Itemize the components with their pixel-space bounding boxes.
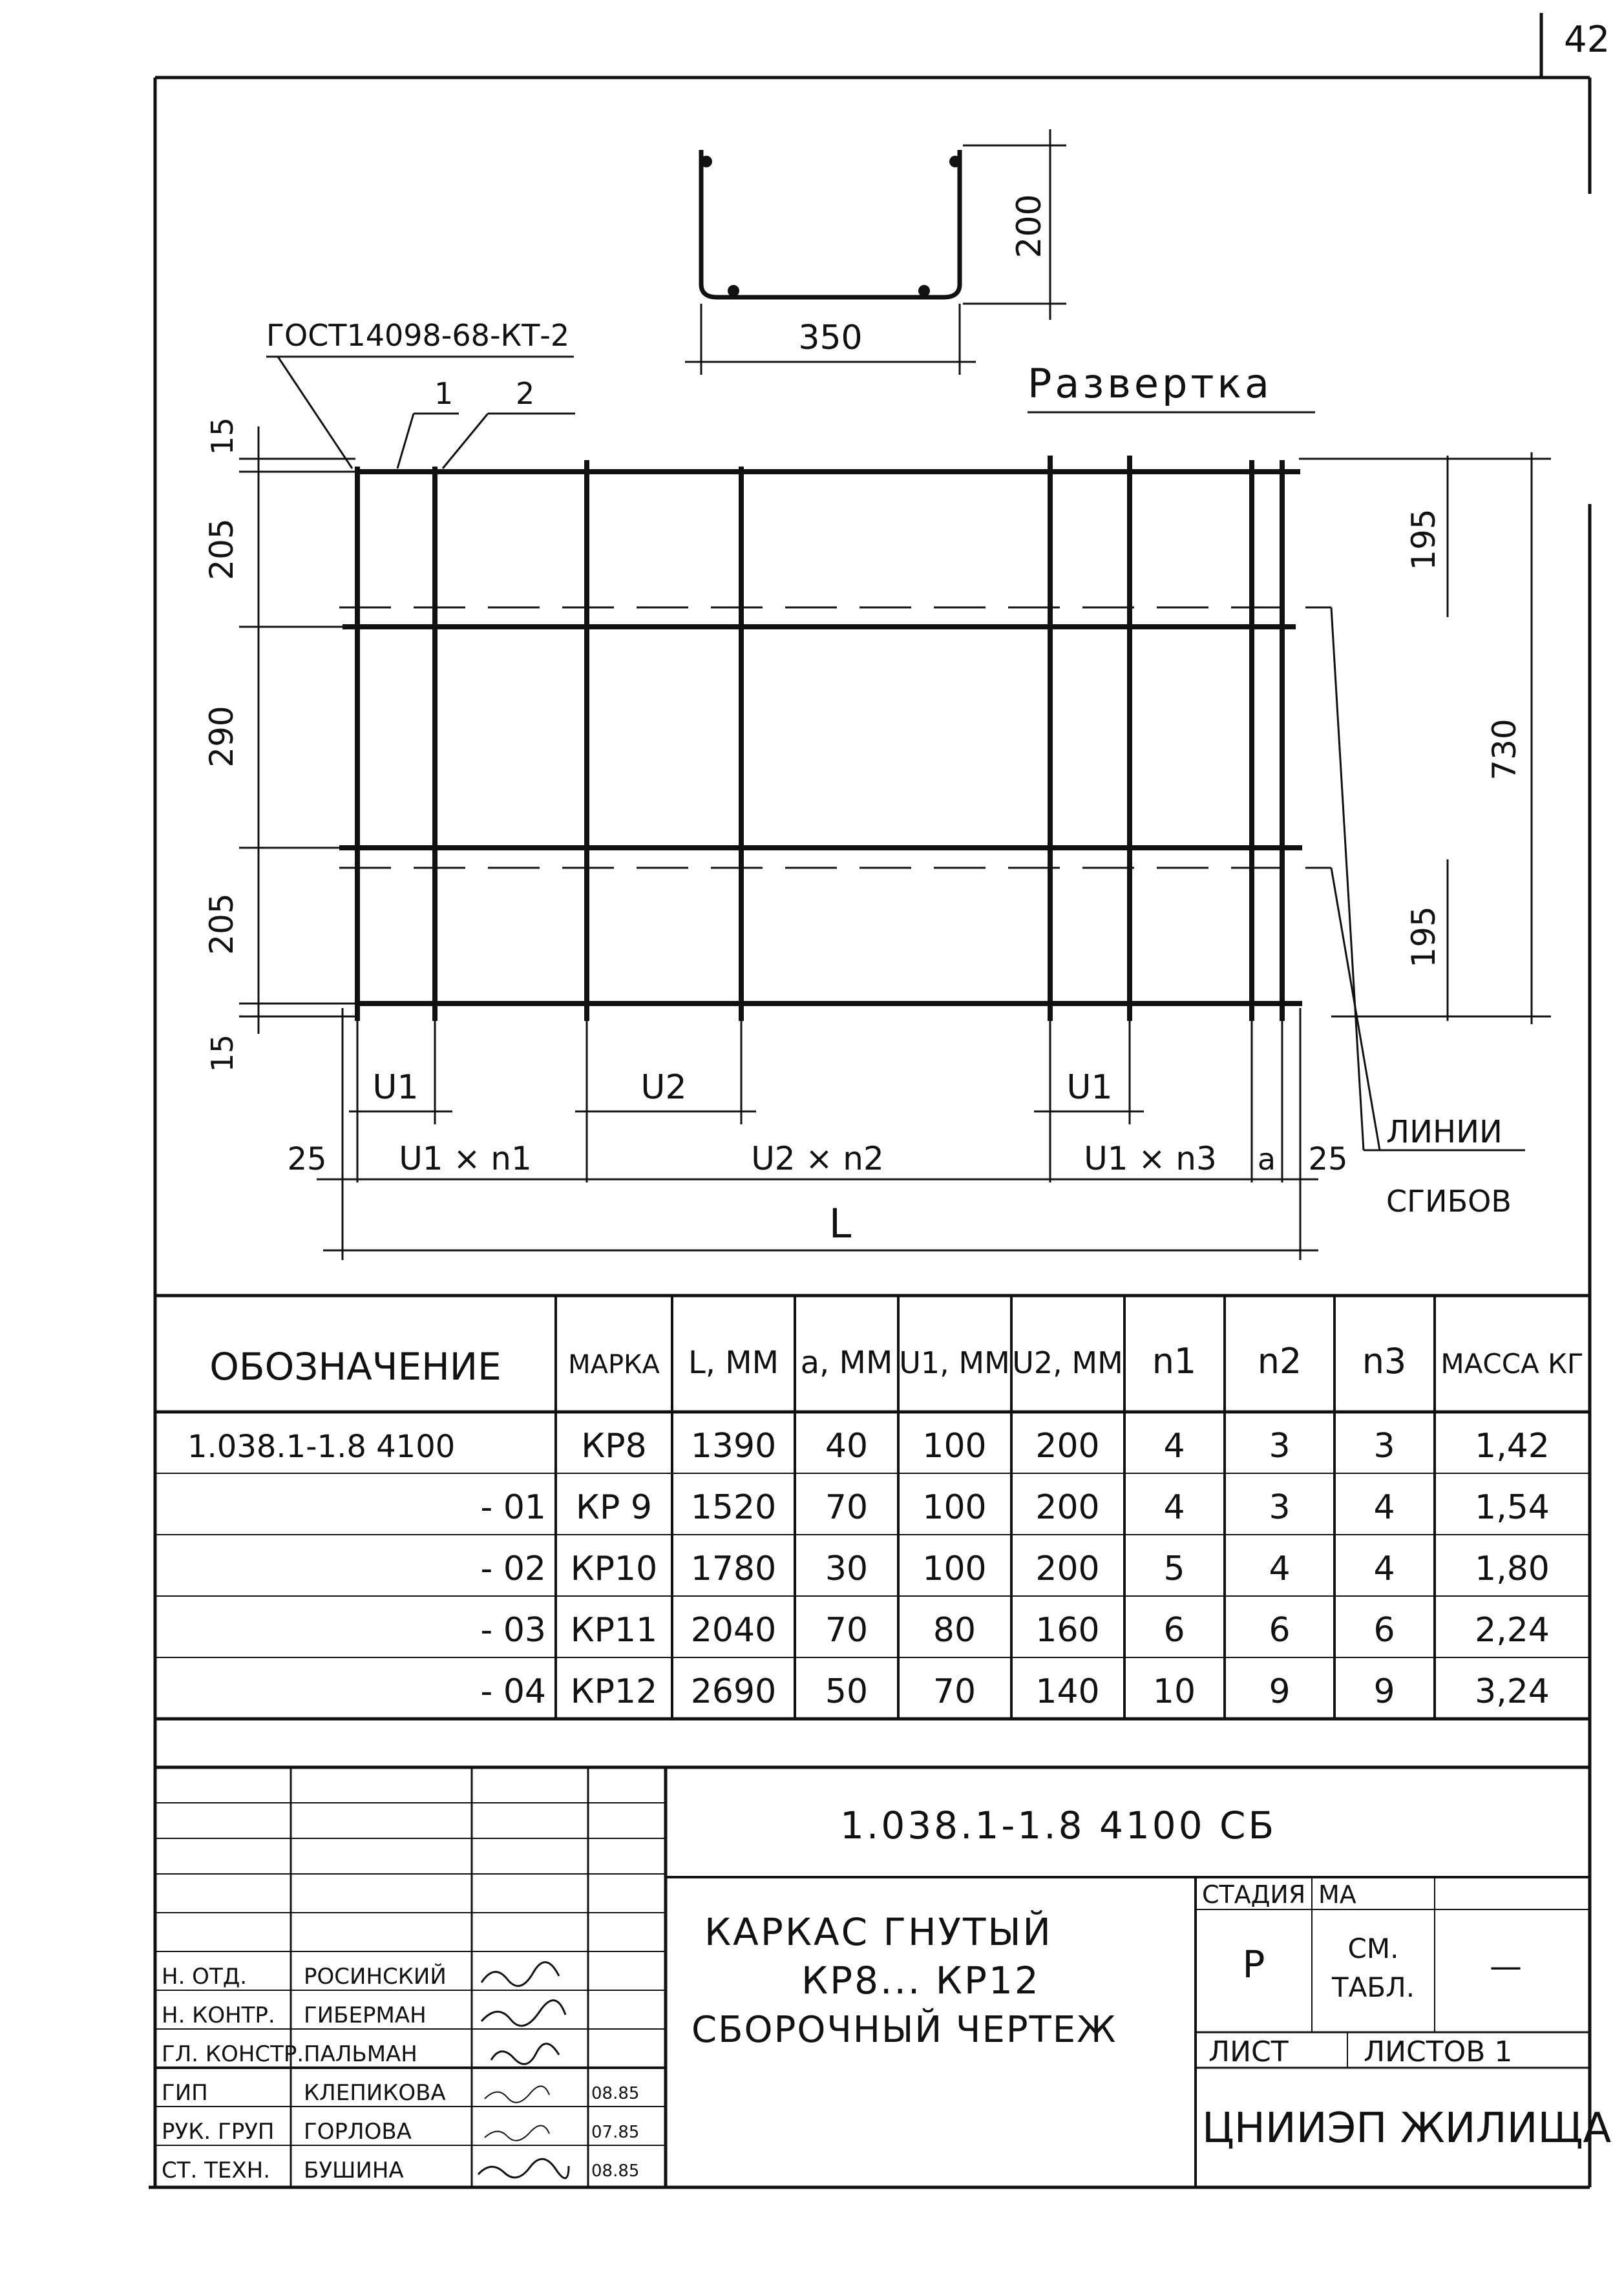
signatory-row [162,2041,559,2067]
signatory-row [162,2158,639,2183]
callout-2: 2 [516,376,535,411]
row-a: 70 [825,1488,869,1527]
row-u2: 140 [1035,1672,1100,1711]
signatory-row [162,2119,639,2145]
row-marka: КР8 [581,1427,647,1466]
row-a: 50 [825,1672,869,1711]
row-u2: 200 [1035,1488,1100,1527]
dim-u1-left: U1 [372,1068,419,1107]
mesh-transverse-bars [357,456,1282,1021]
signatory-name: РОСИНСКИЙ [304,1964,447,1990]
left-dim-205-top: 205 [203,518,240,580]
row-massa: 2,24 [1475,1611,1550,1650]
row-u2: 200 [1035,1550,1100,1588]
row-n2: 9 [1269,1672,1291,1711]
header-n2: n2 [1257,1341,1302,1382]
signature-mark [481,2001,565,2026]
row-L: 1520 [690,1488,777,1527]
signatory-row [162,1962,559,1990]
left-dim-15-top: 15 [205,417,240,456]
table-row [481,1611,1550,1650]
header-u1: U1, ММ [899,1345,1010,1380]
dim-right-edge-25: 25 [1308,1141,1348,1177]
dim-a: a [1257,1142,1276,1177]
signatory-role: СТ. ТЕХН. [162,2158,271,2183]
row-n1: 5 [1163,1550,1185,1588]
signatory-name: КЛЕПИКОВА [304,2080,446,2106]
organization-name: ЦНИИЭП ЖИЛИЩА [1202,2105,1612,2152]
row-u1: 100 [922,1488,987,1527]
mass-value-line-1: СМ. [1347,1933,1399,1964]
drawing-name-line-3: СБОРОЧНЫЙ ЧЕРТЕЖ [691,2009,1117,2051]
data-table-header [209,1341,1583,1389]
row-n2: 3 [1269,1488,1291,1527]
profile-width-dim: 350 [798,319,863,357]
mass-label: МА [1318,1880,1356,1909]
left-dim-290: 290 [203,706,240,768]
header-marka: МАРКА [568,1350,660,1380]
signatory-role: Н. ОТД. [162,1964,248,1990]
razvertka-title: Развертка [1028,360,1272,407]
dim-L: L [828,1200,852,1247]
row-L: 1390 [690,1427,777,1466]
left-dim-15-bottom: 15 [205,1034,240,1073]
document-designation: 1.038.1-1.8 4100 СБ [840,1803,1277,1847]
signatory-role: Н. КОНТР. [162,2002,275,2028]
row-n2: 6 [1269,1611,1291,1650]
left-dim-205-bottom: 205 [203,893,240,955]
dim-u2n2: U2 × n2 [751,1140,884,1177]
signatory-role: РУК. ГРУП [162,2119,275,2145]
row-n3: 3 [1373,1427,1395,1466]
stage-label: СТАДИЯ [1202,1880,1306,1909]
callout-leaders [397,414,575,468]
u-profile-sketch [685,129,1066,375]
callout-1: 1 [434,376,454,411]
bend-lines-label-2: СГИБОВ [1386,1184,1512,1219]
signatory-date: 08.85 [591,2161,640,2181]
mass-value-line-2: ТАБЛ. [1331,1971,1415,2003]
bottom-dimension-chains [317,1008,1318,1260]
sheet-label: ЛИСТ [1208,2035,1289,2068]
row-massa: 1,80 [1475,1550,1550,1588]
row-L: 1780 [690,1550,777,1588]
dim-u1-right: U1 [1066,1068,1113,1107]
sheet-number: 42 [1564,19,1610,61]
header-u2: U2, ММ [1012,1345,1123,1380]
table-row [481,1488,1550,1527]
sheets-label: ЛИСТОВ 1 [1364,2035,1513,2068]
row-massa: 3,24 [1475,1672,1550,1711]
gost-leader [278,357,352,468]
row-a: 40 [825,1427,869,1466]
signatory-role: ГЛ. КОНСТР. [162,2041,304,2067]
dim-u2: U2 [640,1068,687,1107]
row-massa: 1,42 [1475,1427,1550,1466]
row-n3: 4 [1373,1488,1395,1527]
row-L: 2690 [690,1672,777,1711]
signatory-name: БУШИНА [304,2158,404,2183]
table-row [481,1672,1550,1711]
row-n3: 6 [1373,1611,1395,1650]
signatory-name: ПАЛЬМАН [304,2041,417,2067]
header-massa: МАССА КГ [1440,1348,1584,1380]
table-row [481,1550,1550,1588]
row-u1: 70 [933,1672,976,1711]
header-a: a, ММ [800,1345,893,1381]
stage-value: Р [1242,1942,1265,1986]
row-n3: 9 [1373,1672,1395,1711]
drawing-name-line-2: КР8... КР12 [801,1959,1040,2002]
left-dimension-chain [239,426,355,1034]
row-massa: 1,54 [1475,1488,1550,1527]
row-n2: 3 [1269,1427,1291,1466]
drawing-name-line-1: КАРКАС ГНУТЫЙ [704,1910,1053,1954]
row-n3: 4 [1373,1550,1395,1588]
signature-mark [478,2159,569,2178]
row-u1: 100 [922,1427,987,1466]
row-n1: 10 [1152,1672,1196,1711]
right-dim-195-bottom: 195 [1405,906,1442,968]
signature-mark [485,2125,549,2140]
profile-height-dim: 200 [1010,194,1049,258]
signatory-date: 07.85 [591,2123,640,2142]
row-n2: 4 [1269,1550,1291,1588]
row-u1: 100 [922,1550,987,1588]
bend-lines [339,607,1331,868]
gost-note: ГОСТ14098-68-КТ-2 [266,318,570,353]
header-oboznachenie: ОБОЗНАЧЕНИЕ [209,1345,501,1389]
row-a: 70 [825,1611,869,1650]
row-u2: 160 [1035,1611,1100,1650]
signatory-role: ГИП [162,2080,208,2106]
header-n1: n1 [1152,1341,1197,1382]
table-row [187,1427,1550,1466]
dim-u1n3: U1 × n3 [1084,1140,1217,1177]
row-n1: 4 [1163,1427,1185,1466]
row-designation: - 02 [480,1550,546,1588]
signature-mark [491,2044,559,2065]
signature-mark [481,1962,559,1986]
row-u1: 80 [933,1611,976,1650]
signatories [162,1962,639,2183]
dim-u1n1: U1 × n1 [399,1140,532,1177]
bend-lines-label-1: ЛИНИИ [1386,1114,1503,1150]
mesh-longitudinal-bars [339,472,1302,1004]
row-L: 2040 [690,1611,777,1650]
bend-line-leaders [1331,607,1525,1150]
signature-mark [485,2086,549,2102]
scale-value: — [1490,1948,1522,1985]
row-n1: 6 [1163,1611,1185,1650]
right-dim-730: 730 [1486,719,1523,781]
row-marka: КР 9 [576,1488,652,1527]
signatory-row [162,2001,565,2028]
row-designation: - 01 [480,1488,546,1527]
row-u2: 200 [1035,1427,1100,1466]
signatory-date: 08.85 [591,2084,640,2103]
row-designation: - 03 [480,1611,546,1650]
row-marka: КР12 [570,1672,658,1711]
row-n1: 4 [1163,1488,1185,1527]
dim-left-edge-25: 25 [287,1141,327,1177]
signatory-name: ГОРЛОВА [304,2119,412,2145]
data-table-body [187,1427,1550,1711]
header-n3: n3 [1362,1341,1407,1382]
header-L: L, ММ [688,1345,779,1381]
row-a: 30 [825,1550,869,1588]
signatory-row [162,2080,639,2106]
row-marka: КР11 [570,1611,658,1650]
row-designation: - 04 [480,1672,546,1711]
signatory-name: ГИБЕРМАН [304,2002,427,2028]
row-designation: 1.038.1-1.8 4100 [187,1429,456,1465]
row-marka: КР10 [570,1550,658,1588]
right-dim-195-top: 195 [1405,509,1442,571]
sheet-frame [149,78,1590,2187]
